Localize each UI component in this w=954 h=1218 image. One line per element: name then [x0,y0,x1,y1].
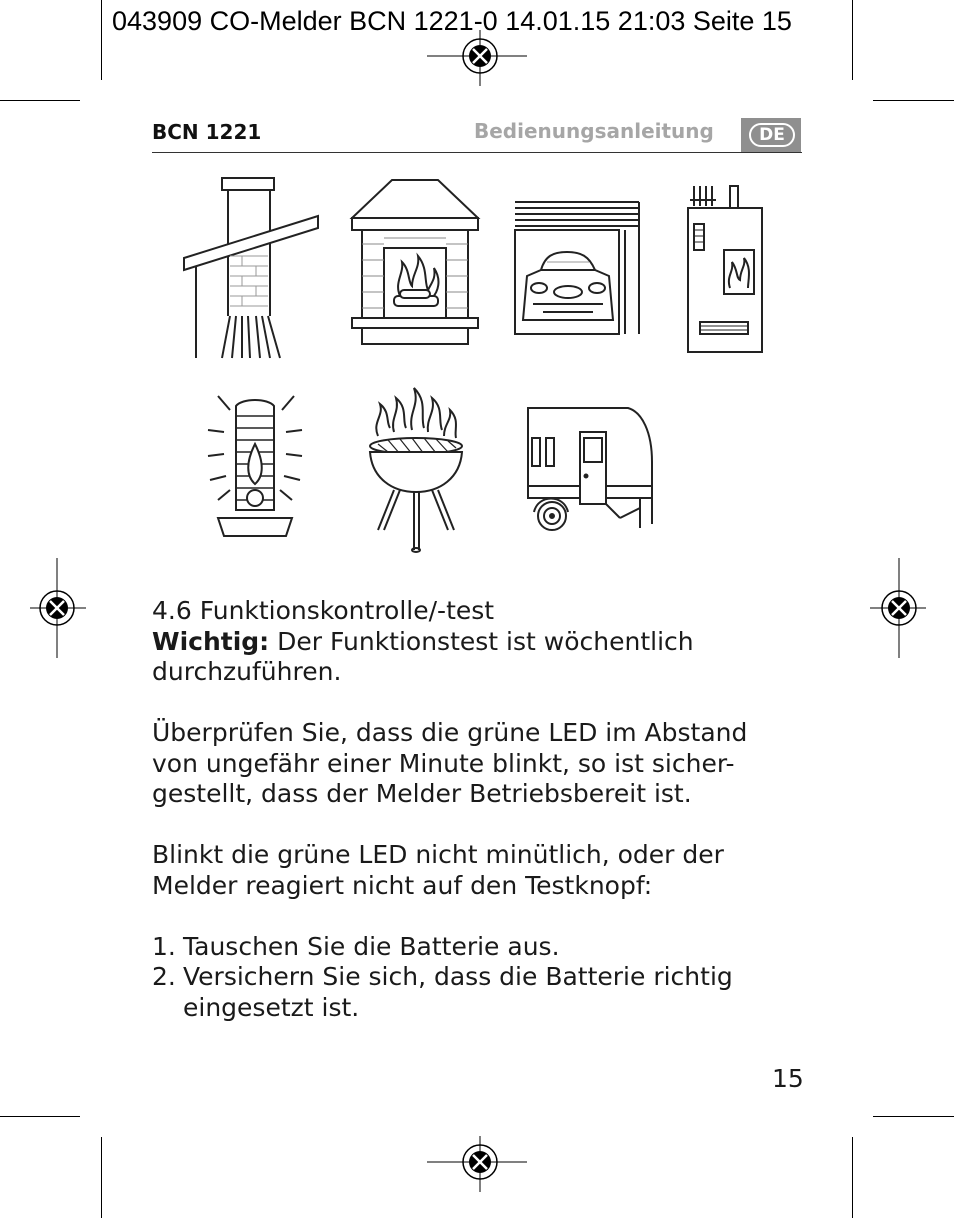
step-text: Tauschen Sie die Batterie aus. [183,931,560,961]
paragraph-line: gestellt, dass der Melder Betriebsbereit ist. [152,779,692,808]
paragraph-line: Blinkt die grüne LED nicht minütlich, oder der [152,840,724,869]
important-note [152,627,812,658]
crop-mark [101,0,102,80]
charcoal-grill-icon [364,382,468,554]
header-divider [152,152,802,153]
crop-mark [852,1137,853,1218]
paragraph-line: Melder reagiert nicht auf den Testknopf: [152,870,653,900]
steps-list [152,932,812,1024]
list-item [152,932,812,963]
print-slug-header: 043909 CO-Melder BCN 1221-0 14.01.15 21:03 Seite 15 [112,6,792,36]
section-content [152,596,812,1023]
step-text: Versichern Sie sich, dass die Batterie richtig [183,962,733,991]
important-label: Wichtig: [152,626,270,656]
page-number: 15 [772,1064,804,1093]
registration-mark-icon [30,558,86,658]
gas-lantern-icon [204,392,306,540]
paragraph-line: von ungefähr einer Minute blinkt, so ist sicher- [152,748,735,778]
crop-mark [0,100,80,101]
registration-mark-icon [427,1136,527,1192]
model-name: BCN 1221 [152,120,262,144]
step-number: 1. [152,931,176,961]
registration-mark-icon [427,30,527,86]
important-text: Der Funktionstest ist wöchentlich [269,626,694,656]
language-badge-label: DE [749,123,795,147]
crop-mark [873,1116,954,1117]
crop-mark [852,0,853,80]
garage-car-icon [513,200,641,336]
chimney-icon [182,176,322,360]
crop-mark [0,1116,80,1117]
boiler-icon [686,184,764,354]
caravan-icon [524,402,658,538]
document-type: Bedienungsanleitung [474,119,714,143]
crop-mark [101,1137,102,1218]
fireplace-icon [350,178,482,346]
crop-mark [873,100,954,101]
section-title: 4.6 Funktionskontrolle/-test [152,596,495,625]
list-item [152,962,812,1023]
step-text-continued: eingesetzt ist. [183,992,360,1022]
step-number: 2. [152,962,176,991]
paragraph-line: Überprüfen Sie, dass die grüne LED im Abstand [152,718,748,747]
registration-mark-icon [870,558,926,658]
important-text-continued: durchzuführen. [152,657,342,686]
language-badge [741,118,801,152]
